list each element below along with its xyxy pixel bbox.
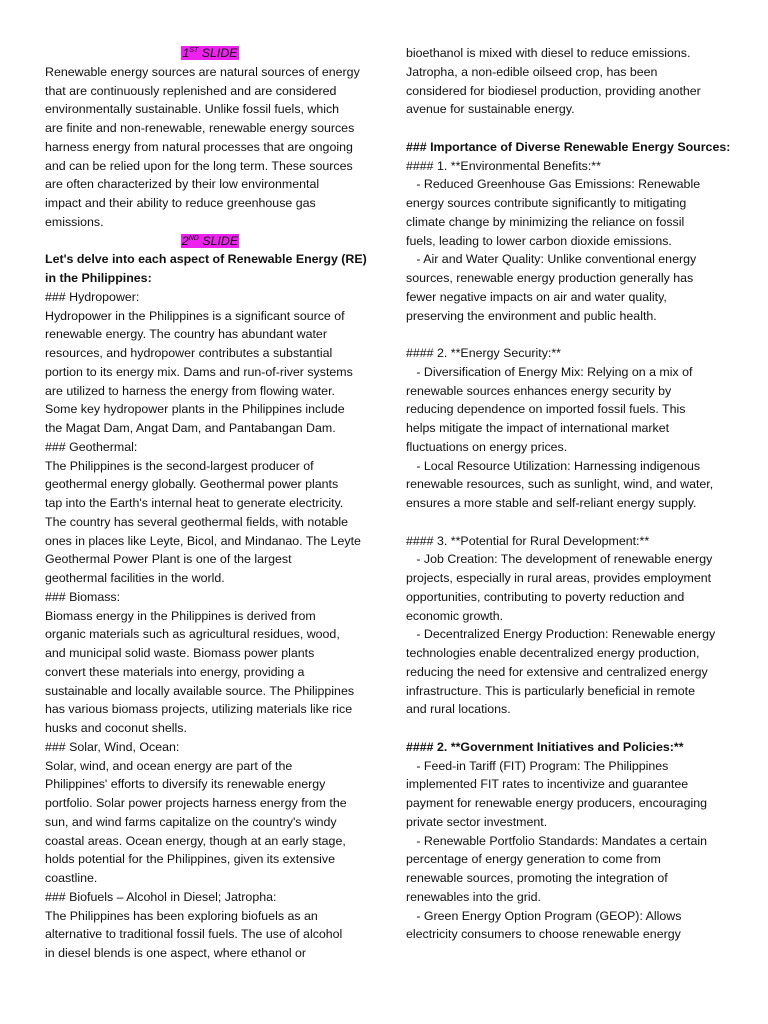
text-line: harness energy from natural processes that are ongoing	[45, 139, 353, 154]
slide-2-number: 2	[181, 233, 189, 248]
text-line: organic materials such as agricultural residues, wood,	[45, 627, 340, 642]
importance-heading: ### Importance of Diverse Renewable Energy Sources:	[406, 139, 731, 154]
text-line: - Local Resource Utilization: Harnessing indigenous	[406, 458, 701, 473]
text-line: implemented FIT rates to incentivize and guarantee	[406, 777, 689, 792]
energy-security-section	[406, 344, 736, 513]
text-line: #### 3. **Potential for Rural Development:**	[406, 533, 650, 548]
text-line: and municipal solid waste. Biomass power plants	[45, 646, 315, 660]
intro-paragraph	[45, 63, 375, 232]
text-line: portion to its energy mix. Dams and run-of-river systems	[45, 364, 353, 379]
text-line: ones in places like Leyte, Bicol, and Mindanao. The Leyte	[45, 533, 361, 548]
text-line: - Reduced Greenhouse Gas Emissions: Renewable	[406, 177, 701, 192]
text-line: projects, especially in rural areas, provides employment	[406, 571, 712, 585]
text-line: and can be relied upon for the long term. These sources	[45, 158, 353, 173]
slide-2-heading	[45, 232, 375, 251]
text-line: - Job Creation: The development of renewable energy	[406, 552, 713, 567]
right-column	[406, 44, 736, 944]
text-line: infrastructure. This is particularly beneficial in remote	[406, 683, 696, 698]
text-line: husks and coconut shells.	[45, 721, 187, 735]
text-line: preserving the environment and public health.	[406, 308, 657, 323]
text-line: considered for biodiesel production, providing another	[406, 83, 701, 98]
text-line: are often characterized by their low environmental	[45, 177, 320, 192]
text-line: impact and their ability to reduce greenhouse gas	[45, 196, 316, 210]
text-line: ### Biomass:	[45, 589, 121, 604]
slide-2-word: SLIDE	[202, 233, 239, 248]
text-line: ### Geothermal:	[45, 439, 138, 454]
slide-2-tag	[181, 234, 239, 248]
text-line: electricity consumers to choose renewable energy	[406, 927, 681, 942]
text-line: are finite and non-renewable, renewable energy sources	[45, 121, 355, 135]
text-line: Jatropha, a non-edible oilseed crop, has been	[406, 64, 658, 79]
environmental-benefits-section	[406, 157, 736, 326]
text-line: climate change by minimizing the reliance on fossil	[406, 214, 685, 229]
text-line: Let's delve into each aspect of Renewable Energy (RE)	[45, 252, 367, 267]
text-line: - Diversification of Energy Mix: Relying on a mix of	[406, 364, 693, 379]
text-line: payment for renewable energy producers, encouraging	[406, 796, 707, 810]
text-line: in diesel blends is one aspect, where ethanol or	[45, 946, 307, 960]
text-line: technologies enable decentralized energy production,	[406, 646, 700, 660]
text-line: fuels, leading to lower carbon dioxide emissions.	[406, 233, 672, 248]
slide-2-suffix: ND	[188, 234, 199, 242]
text-line: geothermal facilities in the world.	[45, 571, 225, 585]
text-line: Solar, wind, and ocean energy are part of the	[45, 758, 293, 773]
text-line: are utilized to harness the energy from flowing water.	[45, 383, 335, 398]
text-line: The Philippines is the second-largest producer of	[45, 458, 314, 473]
text-line: emissions.	[45, 214, 104, 229]
text-line: reducing dependence on imported fossil fuels. This	[406, 402, 686, 417]
text-line: Biomass energy in the Philippines is derived from	[45, 608, 316, 623]
text-line: economic growth.	[406, 608, 504, 623]
text-line: opportunities, contributing to poverty reduction and	[406, 589, 685, 604]
text-line: tap into the Earth's internal heat to generate electricity.	[45, 496, 344, 510]
delve-heading	[45, 250, 375, 288]
text-line: coastal areas. Ocean energy, though at an early stage,	[45, 833, 346, 848]
text-line: - Green Energy Option Program (GEOP): Allows	[406, 908, 682, 923]
text-line: - Feed-in Tariff (FIT) Program: The Philippines	[406, 758, 669, 773]
slide-1-number: 1	[182, 46, 190, 60]
text-line: - Renewable Portfolio Standards: Mandates a certain	[406, 833, 707, 848]
text-line: - Air and Water Quality: Unlike conventional energy	[406, 252, 697, 267]
text-line: holds potential for the Philippines, given its extensive	[45, 852, 335, 867]
spacer	[406, 513, 736, 532]
text-line: alternative to traditional fossil fuels. The use of alcohol	[45, 927, 343, 942]
text-line: Hydropower in the Philippines is a significant source of	[45, 308, 345, 323]
spacer	[406, 325, 736, 344]
text-line: ### Biofuels – Alcohol in Diesel; Jatropha:	[45, 889, 277, 904]
text-line: renewable resources, such as sunlight, wind, and water,	[406, 477, 714, 492]
text-line: convert these materials into energy, providing a	[45, 664, 305, 679]
left-column	[45, 44, 375, 963]
text-line: helps mitigate the impact of international market	[406, 421, 670, 435]
text-line: environmentally sustainable. Unlike fossil fuels, which	[45, 102, 340, 117]
slide-1-suffix: ST	[189, 46, 199, 54]
slide-1-word: SLIDE	[201, 46, 238, 60]
text-line: bioethanol is mixed with diesel to reduce emissions.	[406, 46, 691, 60]
text-line: ### Hydropower:	[45, 289, 140, 304]
text-line: Geothermal Power Plant is one of the largest	[45, 552, 292, 567]
text-line: has various biomass projects, utilizing materials like rice	[45, 702, 353, 717]
text-line: The country has several geothermal fields, with notable	[45, 514, 349, 529]
text-line: sustainable and locally available source. The Philippines	[45, 683, 355, 698]
text-line: renewable energy. The country has abundant water	[45, 327, 327, 342]
text-line: coastline.	[45, 871, 98, 885]
text-line: portfolio. Solar power projects harness energy from the	[45, 796, 347, 810]
text-line: renewables into the grid.	[406, 889, 542, 904]
text-line: and rural locations.	[406, 702, 511, 717]
text-line: Renewable energy sources are natural sources of energy	[45, 64, 360, 79]
text-line: that are continuously replenished and are considered	[45, 83, 337, 98]
text-line: percentage of energy generation to come from	[406, 852, 661, 867]
government-initiatives-section	[406, 757, 736, 945]
text-line: resources, and hydropower contributes a substantial	[45, 346, 333, 360]
text-line: avenue for sustainable energy.	[406, 102, 575, 117]
biofuels-continuation	[406, 44, 736, 119]
text-line: #### 2. **Energy Security:**	[406, 346, 561, 360]
text-line: ensures a more stable and self-reliant energy supply.	[406, 496, 697, 510]
text-line: reducing the need for extensive and centralized energy	[406, 664, 708, 679]
text-line: ### Solar, Wind, Ocean:	[45, 739, 180, 754]
text-line: #### 1. **Environmental Benefits:**	[406, 158, 601, 173]
slide-1-heading	[45, 44, 375, 63]
text-line: Philippines' efforts to diversify its renewable energy	[45, 777, 326, 792]
text-line: geothermal energy globally. Geothermal power plants	[45, 477, 339, 492]
text-line: fluctuations on energy prices.	[406, 439, 568, 454]
text-line: energy sources contribute significantly to mitigating	[406, 196, 687, 210]
text-line: in the Philippines:	[45, 271, 152, 285]
re-aspects-body	[45, 288, 375, 963]
text-line: - Decentralized Energy Production: Renewable energy	[406, 627, 716, 642]
government-initiatives-heading: #### 2. **Government Initiatives and Policies:**	[406, 739, 684, 754]
spacer	[406, 719, 736, 738]
spacer	[406, 119, 736, 138]
text-line: renewable sources enhances energy security by	[406, 383, 672, 398]
text-line: The Philippines has been exploring biofuels as an	[45, 908, 318, 923]
text-line: sun, and wind farms capitalize on the country's windy	[45, 814, 337, 829]
rural-development-section	[406, 532, 736, 720]
text-line: sources, renewable energy production generally has	[406, 271, 694, 285]
slide-1-tag	[181, 46, 238, 60]
text-line: renewable sources, promoting the integration of	[406, 871, 668, 885]
text-line: private sector investment.	[406, 814, 548, 829]
text-line: the Magat Dam, Angat Dam, and Pantabangan Dam.	[45, 421, 336, 435]
text-line: fewer negative impacts on air and water quality,	[406, 289, 667, 304]
text-line: Some key hydropower plants in the Philippines include	[45, 402, 345, 417]
